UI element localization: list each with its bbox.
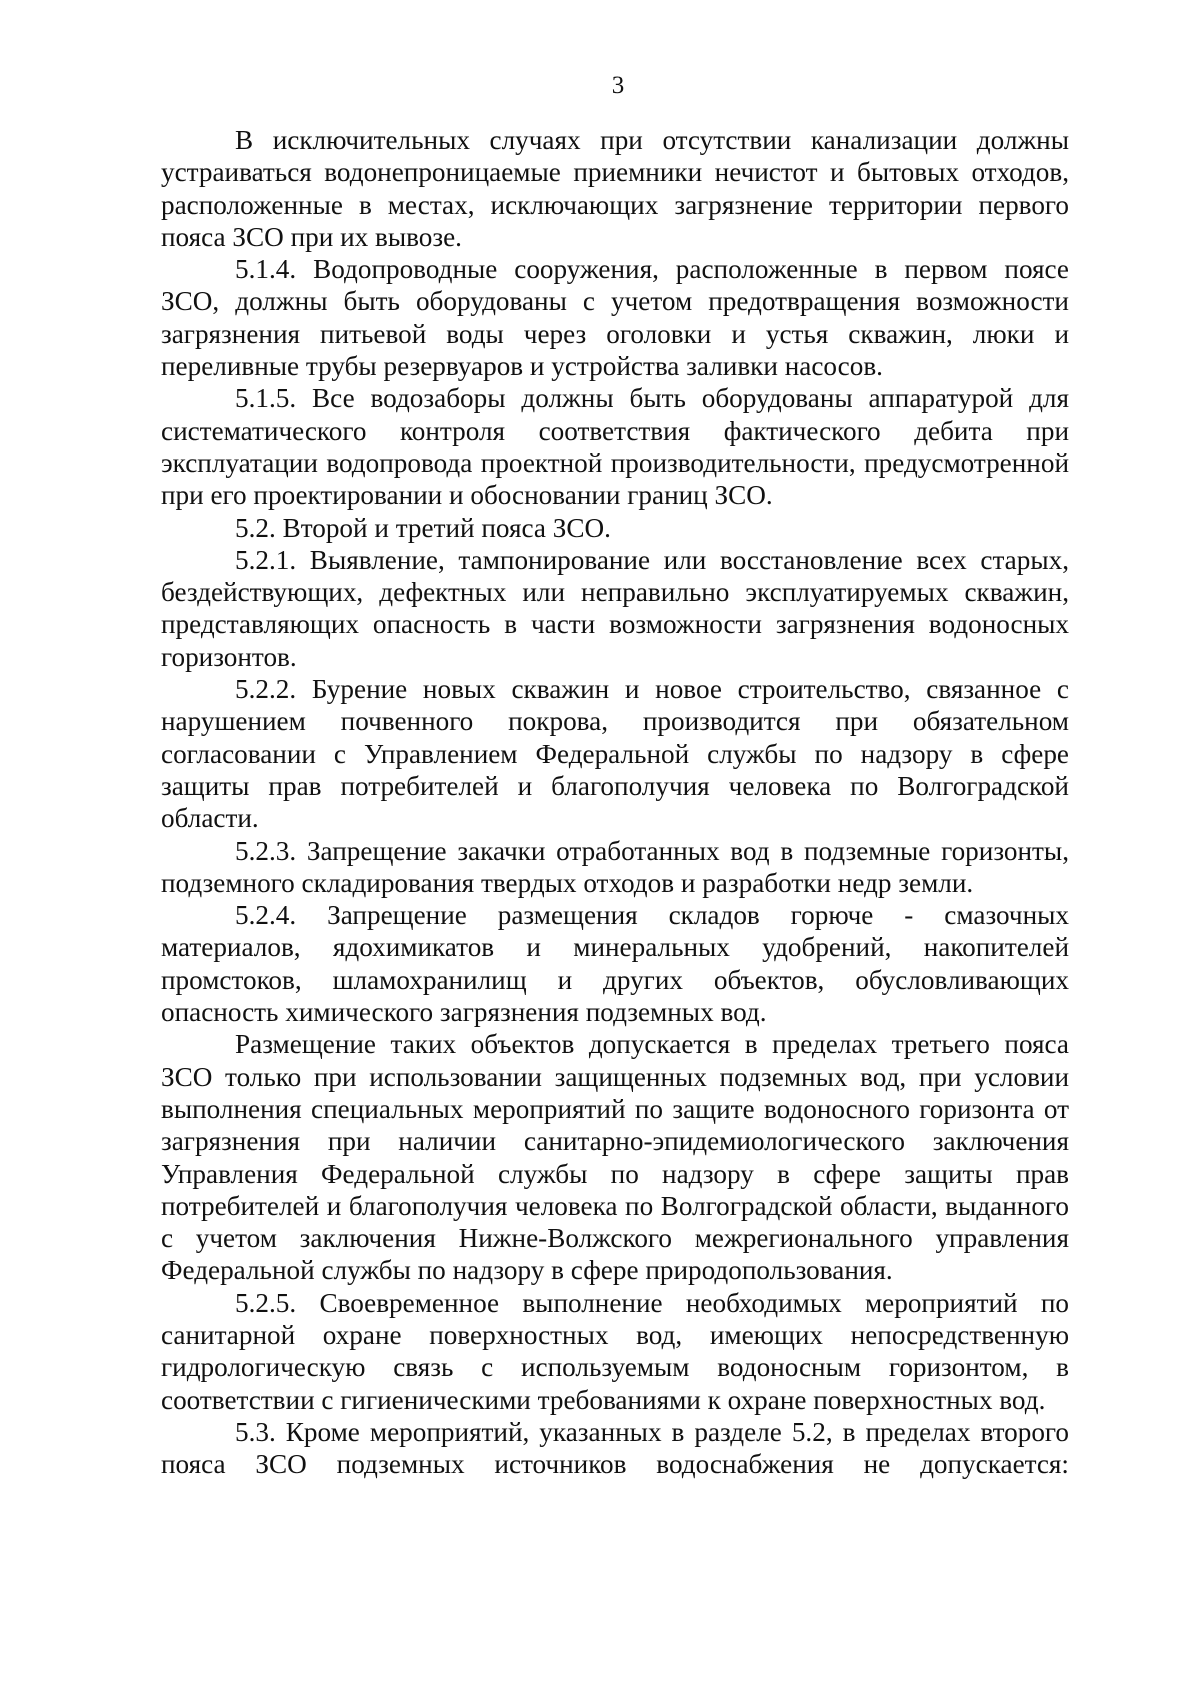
document-body xyxy=(161,124,1069,1480)
paragraph-5-2-5: 5.2.5. Своевременное выполнение необходимых мероприятий по санитарной охране поверхностных вод, имеющих непосредственную гидрологическую связь с используемым водоносным горизонтом, в соответствии с гигиеническими требованиями к охране поверхностных вод. xyxy=(161,1287,1069,1415)
paragraph-sewage-receivers: В исключительных случаях при отсутствии канализации должны устраиваться водонепроницаемые приемники нечистот и бытовых отходов, расположенные в местах, исключающих загрязнение территории первого пояса ЗСО при их вывозе. xyxy=(161,125,1069,252)
paragraph-5-2-4: 5.2.4. Запрещение размещения складов горюче - смазочных материалов, ядохимикатов и минеральных удобрений, накопителей промстоков, шламохранилищ и других объектов, обусловливающих опасность химического загрязнения подземных вод. xyxy=(161,900,1069,1028)
paragraph-5-2-3: 5.2.3. Запрещение закачки отработанных вод в подземные горизонты, подземного складирования твердых отходов и разработки недр земли. xyxy=(161,835,1069,898)
paragraph-5-2-1: 5.2.1. Выявление, тампонирование или восстановление всех старых, бездействующих, дефектных или неправильно эксплуатируемых скважин, представляющих опасность в части возможности загрязнения водоносных горизонтов. xyxy=(161,544,1069,672)
paragraph-5-2-2: 5.2.2. Бурение новых скважин и новое строительство, связанное с нарушением почвенного покрова, производится при обязательном согласовании с Управлением Федеральной службы по надзору в сфере защиты прав потребителей и благополучия человека по Волгоградской области. xyxy=(161,674,1069,834)
paragraph-5-1-5: 5.1.5. Все водозаборы должны быть оборудованы аппаратурой для систематического контроля соответствия фактического дебита при эксплуатации водопровода проектной производительности, предусмотренной при его проектировании и обосновании границ ЗСО. xyxy=(161,383,1069,511)
paragraph-5-1-4: 5.1.4. Водопроводные сооружения, расположенные в первом поясе ЗСО, должны быть оборудованы с учетом предотвращения возможности загрязнения питьевой воды через оголовки и устья скважин, люки и переливные трубы резервуаров и устройства заливки насосов. xyxy=(161,254,1069,382)
paragraph-5-3: 5.3. Кроме мероприятий, указанных в разделе 5.2, в пределах второго пояса ЗСО подземных источников водоснабжения не допускается: xyxy=(161,1416,1069,1480)
page-number: 3 xyxy=(611,72,625,99)
paragraph-placement-conditions: Размещение таких объектов допускается в пределах третьего пояса ЗСО только при использовании защищенных подземных вод, при условии выполнения специальных мероприятий по защите водоносного горизонта от загрязнения при наличии санитарно-эпидемиологического заключения Управления Федеральной службы по надзору в сфере защиты прав потребителей и благополучия человека по Волгоградской области, выданного с учетом заключения Нижне-Волжского межрегионального управления Федеральной службы по надзору в сфере природопользования. xyxy=(161,1029,1069,1286)
paragraph-5-2-heading: 5.2. Второй и третий пояса ЗСО. xyxy=(235,512,611,543)
